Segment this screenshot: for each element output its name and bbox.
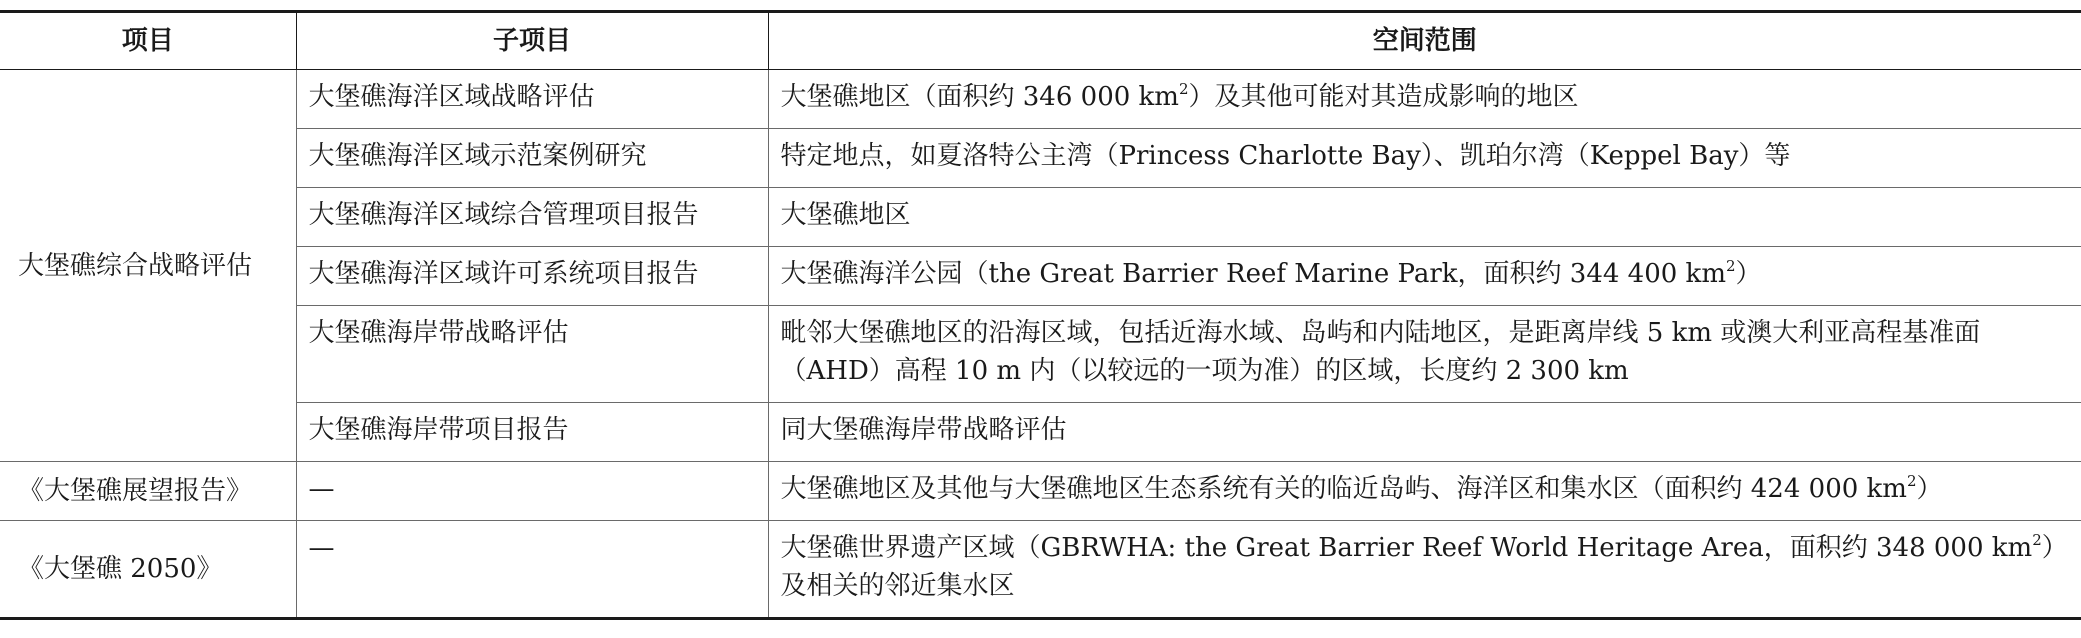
project-cell: 大堡礁综合战略评估 [0, 70, 296, 462]
scope-cell: 大堡礁地区 [768, 188, 2081, 247]
scope-cell: 毗邻大堡礁地区的沿海区域，包括近海水域、岛屿和内陆地区，是距离岸线 5 km 或澳大利亚高程基准面（AHD）高程 10 m 内（以较远的一项为准）的区域，长度约 2 300 km [768, 306, 2081, 403]
header-project: 项目 [0, 12, 296, 70]
table-row [0, 129, 2081, 188]
header-spatial-scope: 空间范围 [768, 12, 2081, 70]
table-row [0, 247, 2081, 306]
subproject-cell: 大堡礁海洋区域综合管理项目报告 [296, 188, 768, 247]
subproject-cell: — [296, 462, 768, 521]
table-row [0, 462, 2081, 521]
header-subproject: 子项目 [296, 12, 768, 70]
scope-cell: 大堡礁地区及其他与大堡礁地区生态系统有关的临近岛屿、海洋区和集水区（面积约 424 000 $km^2$） [768, 462, 2081, 521]
scope-table-wrapper [0, 10, 2081, 620]
table-row [0, 188, 2081, 247]
table-row [0, 403, 2081, 462]
scope-cell: 同大堡礁海岸带战略评估 [768, 403, 2081, 462]
scope-cell: 大堡礁海洋公园（the Great Barrier Reef Marine Park，面积约 344 400 $km^2$） [768, 247, 2081, 306]
table-row [0, 521, 2081, 619]
scope-cell: 大堡礁地区（面积约 346 000 $km^2$）及其他可能对其造成影响的地区 [768, 70, 2081, 129]
table-row [0, 70, 2081, 129]
header-row [0, 12, 2081, 70]
project-cell: 《大堡礁 2050》 [0, 521, 296, 619]
subproject-cell: 大堡礁海岸带战略评估 [296, 306, 768, 403]
subproject-cell: 大堡礁海洋区域示范案例研究 [296, 129, 768, 188]
project-cell: 《大堡礁展望报告》 [0, 462, 296, 521]
table-row [0, 306, 2081, 403]
subproject-cell: 大堡礁海洋区域战略评估 [296, 70, 768, 129]
subproject-cell: 大堡礁海岸带项目报告 [296, 403, 768, 462]
scope-cell: 大堡礁世界遗产区域（GBRWHA: the Great Barrier Reef World Heritage Area，面积约 348 000 $km^2$）及相关的邻近集水区 [768, 521, 2081, 619]
scope-cell: 特定地点，如夏洛特公主湾（Princess Charlotte Bay）、凯珀尔湾（Keppel Bay）等 [768, 129, 2081, 188]
subproject-cell: 大堡礁海洋区域许可系统项目报告 [296, 247, 768, 306]
subproject-cell: — [296, 521, 768, 619]
scope-table [0, 10, 2081, 620]
